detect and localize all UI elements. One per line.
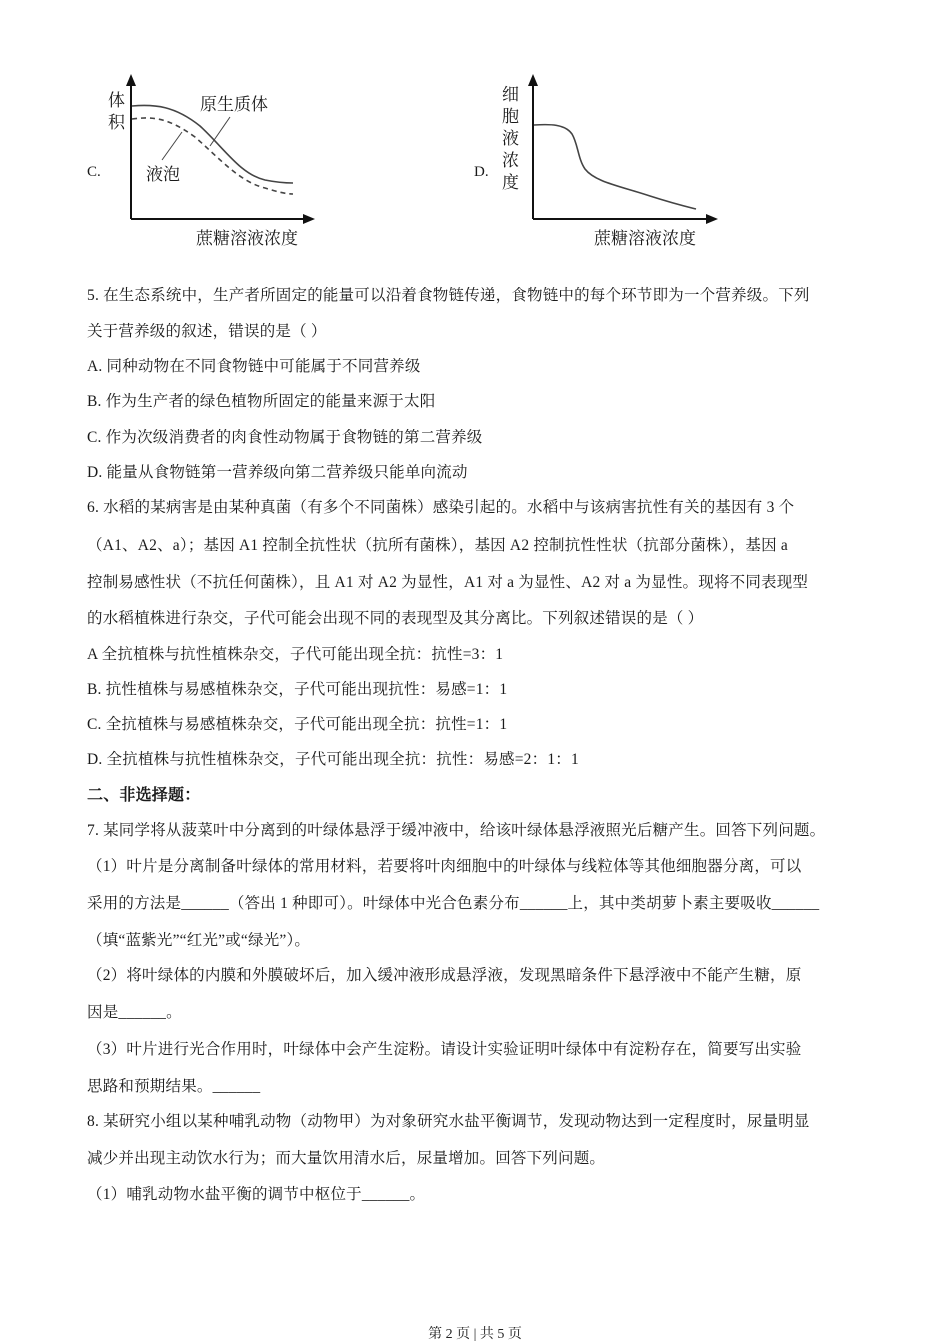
q8-stem-line1: 8. 某研究小组以某种哺乳动物（动物甲）为对象研究水盐平衡调节，发现动物达到一定程度时，尿量明显 xyxy=(87,1113,810,1130)
figure-d-option-label: D. xyxy=(474,164,489,180)
q5-stem-line2: 关于营养级的叙述，错误的是（ ） xyxy=(87,323,327,340)
q7-part3-line1: （3）叶片进行光合作用时，叶绿体中会产生淀粉。请设计实验证明叶绿体中有淀粉存在，简要写出实验 xyxy=(87,1041,802,1058)
q7-part1-line1: （1）叶片是分离制备叶绿体的常用材料，若要将叶肉细胞中的叶绿体与线粒体等其他细胞器分离，可以 xyxy=(87,858,802,875)
figure-c-ylabel: 体 xyxy=(108,91,125,111)
q7-stem: 7. 某同学将从菠菜叶中分离到的叶绿体悬浮于缓冲液中，给该叶绿体悬浮液照光后糖产生。回答下列问题。 xyxy=(87,822,826,839)
q7-part1-line2: 采用的方法是______（答出 1 种即可）。叶绿体中光合色素分布______上，其中类胡萝卜素主要吸收______ xyxy=(87,895,820,912)
figure-c-option-label: C. xyxy=(87,164,101,180)
q7-part3-line2: 思路和预期结果。______ xyxy=(87,1078,261,1095)
q6-stem-line4: 的水稻植株进行杂交，子代可能会出现不同的表现型及其分离比。下列叙述错误的是（ ） xyxy=(87,610,704,627)
q7-part2-line2: 因是______。 xyxy=(87,1004,182,1021)
q6-stem-line2: （A1、A2、a）；基因 A1 控制全抗性状（抗所有菌株），基因 A2 控制抗性性状（抗部分菌株），基因 a xyxy=(87,537,788,554)
figure-d-chart xyxy=(490,74,720,250)
q6-option-c: C. 全抗植株与易感植株杂交，子代可能出现全抗：抗性=1：1 xyxy=(87,716,508,733)
svg-text:胞: 胞 xyxy=(502,107,519,127)
figure-d-xlabel: 蔗糖溶液浓度 xyxy=(594,229,696,249)
q5-option-b: B. 作为生产者的绿色植物所固定的能量来源于太阳 xyxy=(87,393,436,410)
series-vacuole-label: 液泡 xyxy=(146,165,180,185)
q5-stem-line1: 5. 在生态系统中，生产者所固定的能量可以沿着食物链传递，食物链中的每个环节即为一个营养级。下列 xyxy=(87,287,810,304)
q6-stem-line1: 6. 水稻的某病害是由某种真菌（有多个不同菌株）感染引起的。水稻中与该病害抗性有关的基因有 3 个 xyxy=(87,499,795,516)
svg-text:积: 积 xyxy=(108,113,125,133)
q5-option-c: C. 作为次级消费者的肉食性动物属于食物链的第二营养级 xyxy=(87,429,483,446)
q6-option-a: A 全抗植株与抗性植株杂交，子代可能出现全抗：抗性=3：1 xyxy=(87,646,504,663)
svg-text:度: 度 xyxy=(502,173,519,193)
q5-option-a: A. 同种动物在不同食物链中可能属于不同营养级 xyxy=(87,358,421,375)
section-heading-non-choice: 二、非选择题： xyxy=(87,787,201,804)
figure-c-xlabel: 蔗糖溶液浓度 xyxy=(196,229,298,249)
series-protoplast-label: 原生质体 xyxy=(200,95,268,115)
page-footer: 第 2 页 | 共 5 页 xyxy=(428,1327,522,1342)
figure-c-chart xyxy=(100,74,320,250)
q6-option-d: D. 全抗植株与抗性植株杂交，子代可能出现全抗：抗性：易感=2：1：1 xyxy=(87,751,579,768)
q7-part1-line3: （填“蓝紫光”“红光”或“绿光”）。 xyxy=(87,932,311,949)
q6-stem-line3: 控制易感性状（不抗任何菌株），且 A1 对 A2 为显性，A1 对 a 为显性、A2 对 a 为显性。现将不同表现型 xyxy=(87,574,809,591)
svg-text:浓: 浓 xyxy=(502,151,519,171)
figure-d-ylabel: 细 xyxy=(502,85,519,105)
q8-part1: （1）哺乳动物水盐平衡的调节中枢位于______。 xyxy=(87,1186,426,1203)
q5-option-d: D. 能量从食物链第一营养级向第二营养级只能单向流动 xyxy=(87,464,468,481)
q6-option-b: B. 抗性植株与易感植株杂交，子代可能出现抗性：易感=1：1 xyxy=(87,681,508,698)
svg-text:液: 液 xyxy=(502,129,519,149)
q7-part2-line1: （2）将叶绿体的内膜和外膜破坏后，加入缓冲液形成悬浮液，发现黑暗条件下悬浮液中不能产生糖，原 xyxy=(87,967,802,984)
q8-stem-line2: 减少并出现主动饮水行为；而大量饮用清水后，尿量增加。回答下列问题。 xyxy=(87,1150,606,1167)
